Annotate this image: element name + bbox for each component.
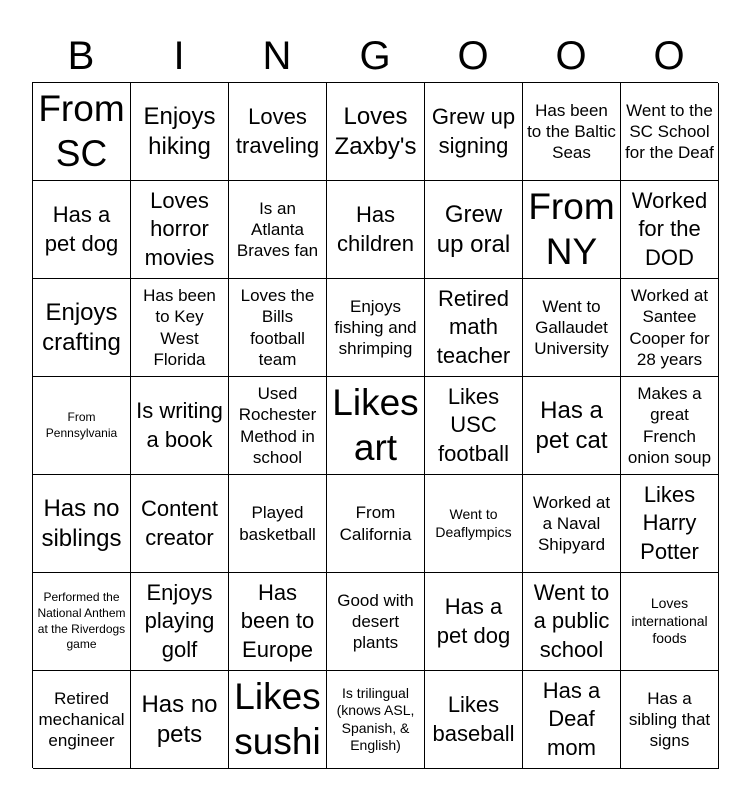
cell-text: Went to the SC School for the Deaf (625, 100, 714, 163)
bingo-cell[interactable] (621, 475, 719, 573)
cell-text: From NY (528, 186, 615, 272)
bingo-cell[interactable] (33, 181, 131, 279)
bingo-cell[interactable] (327, 573, 425, 671)
cell-text: Enjoys playing golf (144, 579, 215, 662)
cell-text: Went to a public school (533, 579, 610, 662)
cell-text: Worked at Santee Cooper for 28 years (629, 286, 710, 369)
bingo-cell[interactable] (327, 181, 425, 279)
cell-text: Loves the Bills football team (240, 286, 315, 369)
cell-text: Has been to Key West Florida (143, 286, 216, 369)
cell-text: Performed the National Anthem at the Riverdogs game (37, 590, 126, 652)
bingo-cell[interactable] (229, 377, 327, 475)
bingo-cell[interactable] (131, 83, 229, 181)
cell-text: Likes art (332, 382, 419, 468)
cell-text: Has a pet cat (535, 396, 608, 454)
cell-text: Has a sibling that signs (628, 688, 711, 751)
bingo-cell[interactable] (33, 83, 131, 181)
bingo-cell[interactable] (327, 475, 425, 573)
cell-text: Has a Deaf mom (542, 677, 601, 760)
cell-text: From SC (38, 88, 125, 174)
bingo-cell[interactable] (327, 671, 425, 769)
header-letter: O (653, 34, 685, 78)
bingo-cell[interactable] (33, 475, 131, 573)
header-letter: O (457, 34, 489, 78)
cell-text: Loves traveling (235, 103, 320, 158)
bingo-cell[interactable] (425, 573, 523, 671)
cell-text: From Pennsylvania (45, 409, 118, 440)
bingo-cell[interactable] (621, 573, 719, 671)
bingo-cell[interactable] (327, 377, 425, 475)
bingo-cell[interactable] (33, 671, 131, 769)
bingo-cell[interactable] (425, 377, 523, 475)
bingo-cell[interactable] (621, 377, 719, 475)
cell-text: Content creator (140, 495, 219, 550)
bingo-cell[interactable] (229, 279, 327, 377)
bingo-cell[interactable] (523, 475, 621, 573)
bingo-cell[interactable] (523, 671, 621, 769)
bingo-cell[interactable] (621, 181, 719, 279)
bingo-cell[interactable] (621, 83, 719, 181)
bingo-cell[interactable] (131, 181, 229, 279)
cell-text: Is an Atlanta Braves fan (236, 198, 319, 261)
cell-text: Is writing a book (136, 397, 223, 452)
cell-text: Likes USC football (438, 383, 509, 466)
cell-text: Has a pet dog (436, 593, 511, 648)
bingo-cell[interactable] (425, 181, 523, 279)
cell-text: Retired mechanical engineer (38, 688, 125, 751)
cell-text: Has no siblings (41, 494, 122, 552)
bingo-cell[interactable] (523, 83, 621, 181)
header-letter: O (555, 34, 587, 78)
bingo-cell[interactable] (229, 573, 327, 671)
cell-text: From California (339, 503, 412, 544)
bingo-cell[interactable] (131, 573, 229, 671)
cell-text: Has a pet dog (44, 201, 119, 256)
bingo-cell[interactable] (229, 671, 327, 769)
bingo-cell[interactable] (229, 181, 327, 279)
bingo-grid (32, 82, 718, 768)
bingo-cell[interactable] (621, 279, 719, 377)
cell-text: Has been to the Baltic Seas (527, 100, 616, 163)
bingo-cell[interactable] (621, 671, 719, 769)
cell-text: Loves Zaxby's (334, 102, 417, 160)
cell-text: Loves horror movies (144, 187, 215, 270)
header-letter: B (67, 34, 95, 78)
cell-text: Good with desert plants (337, 590, 414, 653)
bingo-cell[interactable] (425, 83, 523, 181)
cell-text: Enjoys fishing and shrimping (334, 296, 417, 359)
bingo-cell[interactable] (523, 573, 621, 671)
cell-text: Has no pets (141, 690, 218, 748)
cell-text: Loves international foods (631, 595, 708, 647)
cell-text: Makes a great French onion soup (627, 384, 712, 467)
bingo-header (32, 30, 718, 82)
cell-text: Grew up oral (436, 200, 511, 258)
bingo-cell[interactable] (523, 279, 621, 377)
header-letter: I (173, 34, 185, 78)
bingo-cell[interactable] (33, 377, 131, 475)
cell-text: Went to Deaflympics (435, 506, 512, 540)
cell-text: Used Rochester Method in school (238, 384, 317, 467)
cell-text: Went to Gallaudet University (534, 296, 609, 359)
bingo-cell[interactable] (425, 279, 523, 377)
bingo-cell[interactable] (425, 671, 523, 769)
bingo-cell[interactable] (327, 83, 425, 181)
bingo-cell[interactable] (33, 573, 131, 671)
cell-text: Has been to Europe (240, 579, 315, 662)
bingo-cell[interactable] (131, 671, 229, 769)
bingo-cell[interactable] (523, 181, 621, 279)
cell-text: Likes baseball (432, 691, 515, 746)
header-letter: N (262, 34, 292, 78)
cell-text: Has children (336, 201, 415, 256)
bingo-cell[interactable] (229, 83, 327, 181)
cell-text: Enjoys crafting (42, 298, 121, 356)
cell-text: Grew up signing (431, 103, 516, 158)
cell-text: Worked for the DOD (631, 187, 708, 270)
cell-text: Likes Harry Potter (640, 481, 699, 564)
cell-text: Played basketball (239, 503, 316, 544)
bingo-cell[interactable] (327, 279, 425, 377)
cell-text: Likes sushi (234, 676, 321, 762)
bingo-cell[interactable] (523, 377, 621, 475)
bingo-cell[interactable] (131, 279, 229, 377)
bingo-cell[interactable] (131, 377, 229, 475)
header-letter: G (359, 34, 391, 78)
bingo-cell[interactable] (229, 475, 327, 573)
bingo-cell[interactable] (33, 279, 131, 377)
bingo-cell[interactable] (131, 475, 229, 573)
cell-text: Enjoys hiking (143, 102, 216, 160)
bingo-cell[interactable] (425, 475, 523, 573)
cell-text: Worked at a Naval Shipyard (532, 492, 611, 555)
cell-text: Retired math teacher (436, 285, 511, 368)
cell-text: Is trilingual (knows ASL, Spanish, & English) (336, 684, 415, 753)
